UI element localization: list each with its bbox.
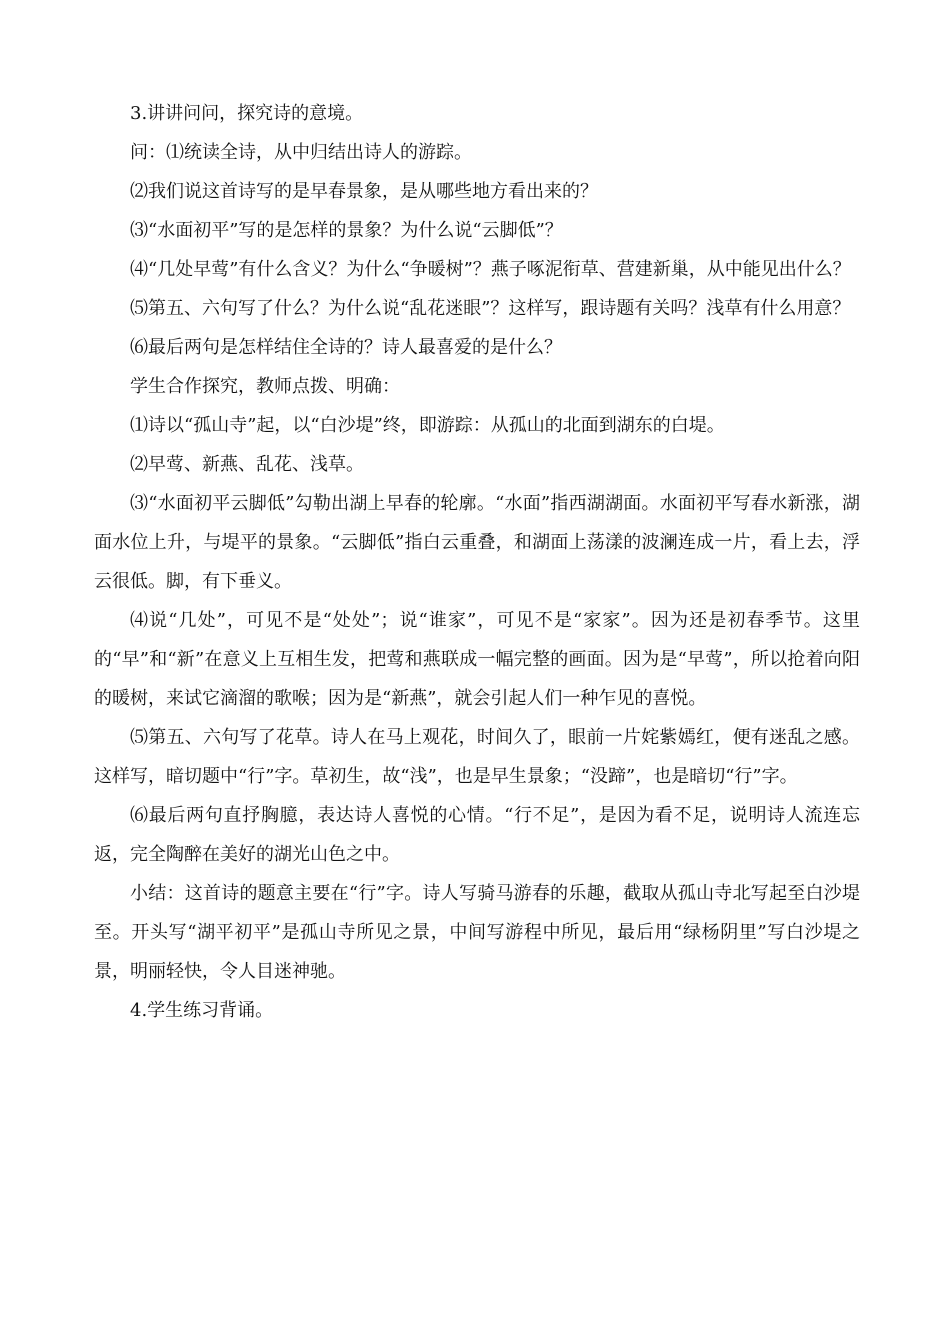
section-heading-recitation: 4.学生练习背诵。 xyxy=(130,1000,274,1021)
answer-intro: 学生合作探究，教师点拨、明确： xyxy=(130,376,400,397)
question-4: ⑷“几处早莺”有什么含义？为什么“争暖树”？燕子啄泥衔草、营建新巢，从中能见出什么？ xyxy=(130,259,851,280)
answer-2: ⑵早莺、新燕、乱花、浅草。 xyxy=(130,454,364,475)
answer-3: ⑶“水面初平云脚低”勾勒出湖上早春的轮廓。“水面”指西湖湖面。水面初平写春水新涨，湖面水位上升，与堤平的景象。“云脚低”指白云重叠，和湖面上荡漾的波澜连成一片，看上去，浮云很低。脚，有下垂义。 xyxy=(94,493,860,592)
question-5: ⑸第五、六句写了什么？为什么说“乱花迷眼”？这样写，跟诗题有关吗？浅草有什么用意？ xyxy=(130,298,851,319)
question-2: ⑵我们说这首诗写的是早春景象，是从哪些地方看出来的？ xyxy=(130,181,598,202)
section-heading: 3.讲讲问问，探究诗的意境。 xyxy=(130,103,364,124)
summary-paragraph: 小结：这首诗的题意主要在“行”字。诗人写骑马游春的乐趣，截取从孤山寺北写起至白沙堤至。开头写“湖平初平”是孤山寺所见之景，中间写游程中所见，最后用“绿杨阴里”写白沙堤之景，明丽轻快，令人目迷神驰。 xyxy=(94,883,860,982)
answer-6: ⑹最后两句直抒胸臆，表达诗人喜悦的心情。“行不足”，是因为看不足，说明诗人流连忘返，完全陶醉在美好的湖光山色之中。 xyxy=(94,805,860,865)
question-3: ⑶“水面初平”写的是怎样的景象？为什么说“云脚低”？ xyxy=(130,220,563,241)
answer-5: ⑸第五、六句写了花草。诗人在马上观花，时间久了，眼前一片姹紫嫣红，便有迷乱之感。这样写，暗切题中“行”字。草初生，故“浅”，也是早生景象；“没蹄”，也是暗切“行”字。 xyxy=(94,727,860,787)
answer-4: ⑷说“几处”，可见不是“处处”；说“谁家”，可见不是“家家”。因为还是初春季节。这里的“早”和“新”在意义上互相生发，把莺和燕联成一幅完整的画面。因为是“早莺”，所以抢着向阳的暖树，来试它滴溜的歌喉；因为是“新燕”，就会引起人们一种乍见的喜悦。 xyxy=(94,610,860,709)
answer-1: ⑴诗以“孤山寺”起，以“白沙堤”终，即游踪：从孤山的北面到湖东的白堤。 xyxy=(130,415,725,436)
document-body xyxy=(94,94,860,1030)
question-6: ⑹最后两句是怎样结住全诗的？诗人最喜爱的是什么？ xyxy=(130,337,562,358)
question-1: 问：⑴统读全诗，从中归结出诗人的游踪。 xyxy=(130,142,472,163)
